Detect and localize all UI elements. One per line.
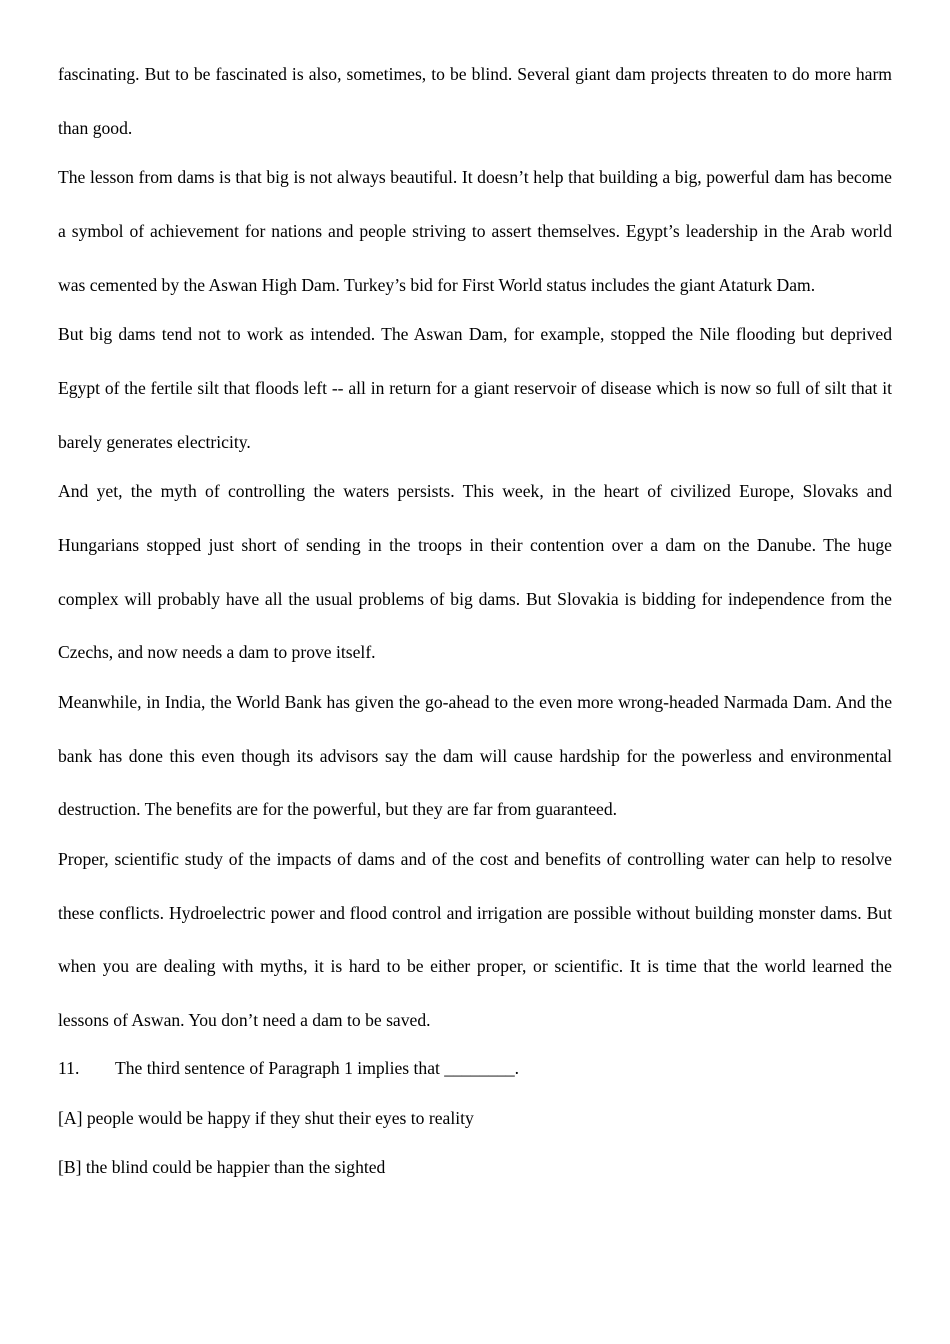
- question-11: [58, 1044, 892, 1094]
- question-number: 11.: [58, 1058, 80, 1079]
- paragraph-conclusion: Proper, scientific study of the impacts of dams and of the cost and benefits of controlling water can help to resolve these conflicts. Hydroelectric power and flood control and irrigation are possible without building monster dams. But when you are dealing with myths, it is hard to be either proper, or scientific. It is time that the world learned the lessons of Aswan. You don’t need a dam to be saved.: [58, 848, 892, 1030]
- paragraph-narmada-dam: Meanwhile, in India, the World Bank has given the go-ahead to the even more wrong-headed Narmada Dam. And the bank has done this even though its advisors say the dam will cause hardship for the powerless and environmental destruction. The benefits are for the powerful, but they are far from guaranteed.: [58, 691, 892, 820]
- paragraph-1-continuation: fascinating. But to be fascinated is also, sometimes, to be blind. Several giant dam projects threaten to do more harm than good.: [58, 64, 892, 138]
- paragraph-aswan-example: But big dams tend not to work as intended. The Aswan Dam, for example, stopped the Nile flooding but deprived Egypt of the fertile silt that floods left -- all in return for a giant reservoir of disease which is now so full of silt that it barely generates electricity.: [58, 324, 892, 452]
- document-page: [58, 0, 892, 1193]
- paragraph-danube-dispute: And yet, the myth of controlling the waters persists. This week, in the heart of civilized Europe, Slovaks and Hungarians stopped just short of sending in the troops in their contention over a dam on the Danube. The huge complex will probably have all the usual problems of big dams. But Slovakia is bidding for independence from the Czechs, and now needs a dam to prove itself.: [58, 481, 892, 663]
- option-b: [B] the blind could be happier than the sighted: [58, 1157, 386, 1178]
- paragraph-dam-lesson: The lesson from dams is that big is not always beautiful. It doesn’t help that building a big, powerful dam has become a symbol of achievement for nations and people striving to assert themselves. Egypt’s leadership in the Arab world was cemented by the Aswan High Dam. Turkey’s bid for First World status includes the giant Ataturk Dam.: [58, 167, 892, 295]
- question-text: The third sentence of Paragraph 1 implies that ________.: [115, 1058, 520, 1079]
- option-a: [A] people would be happy if they shut their eyes to reality: [58, 1107, 474, 1128]
